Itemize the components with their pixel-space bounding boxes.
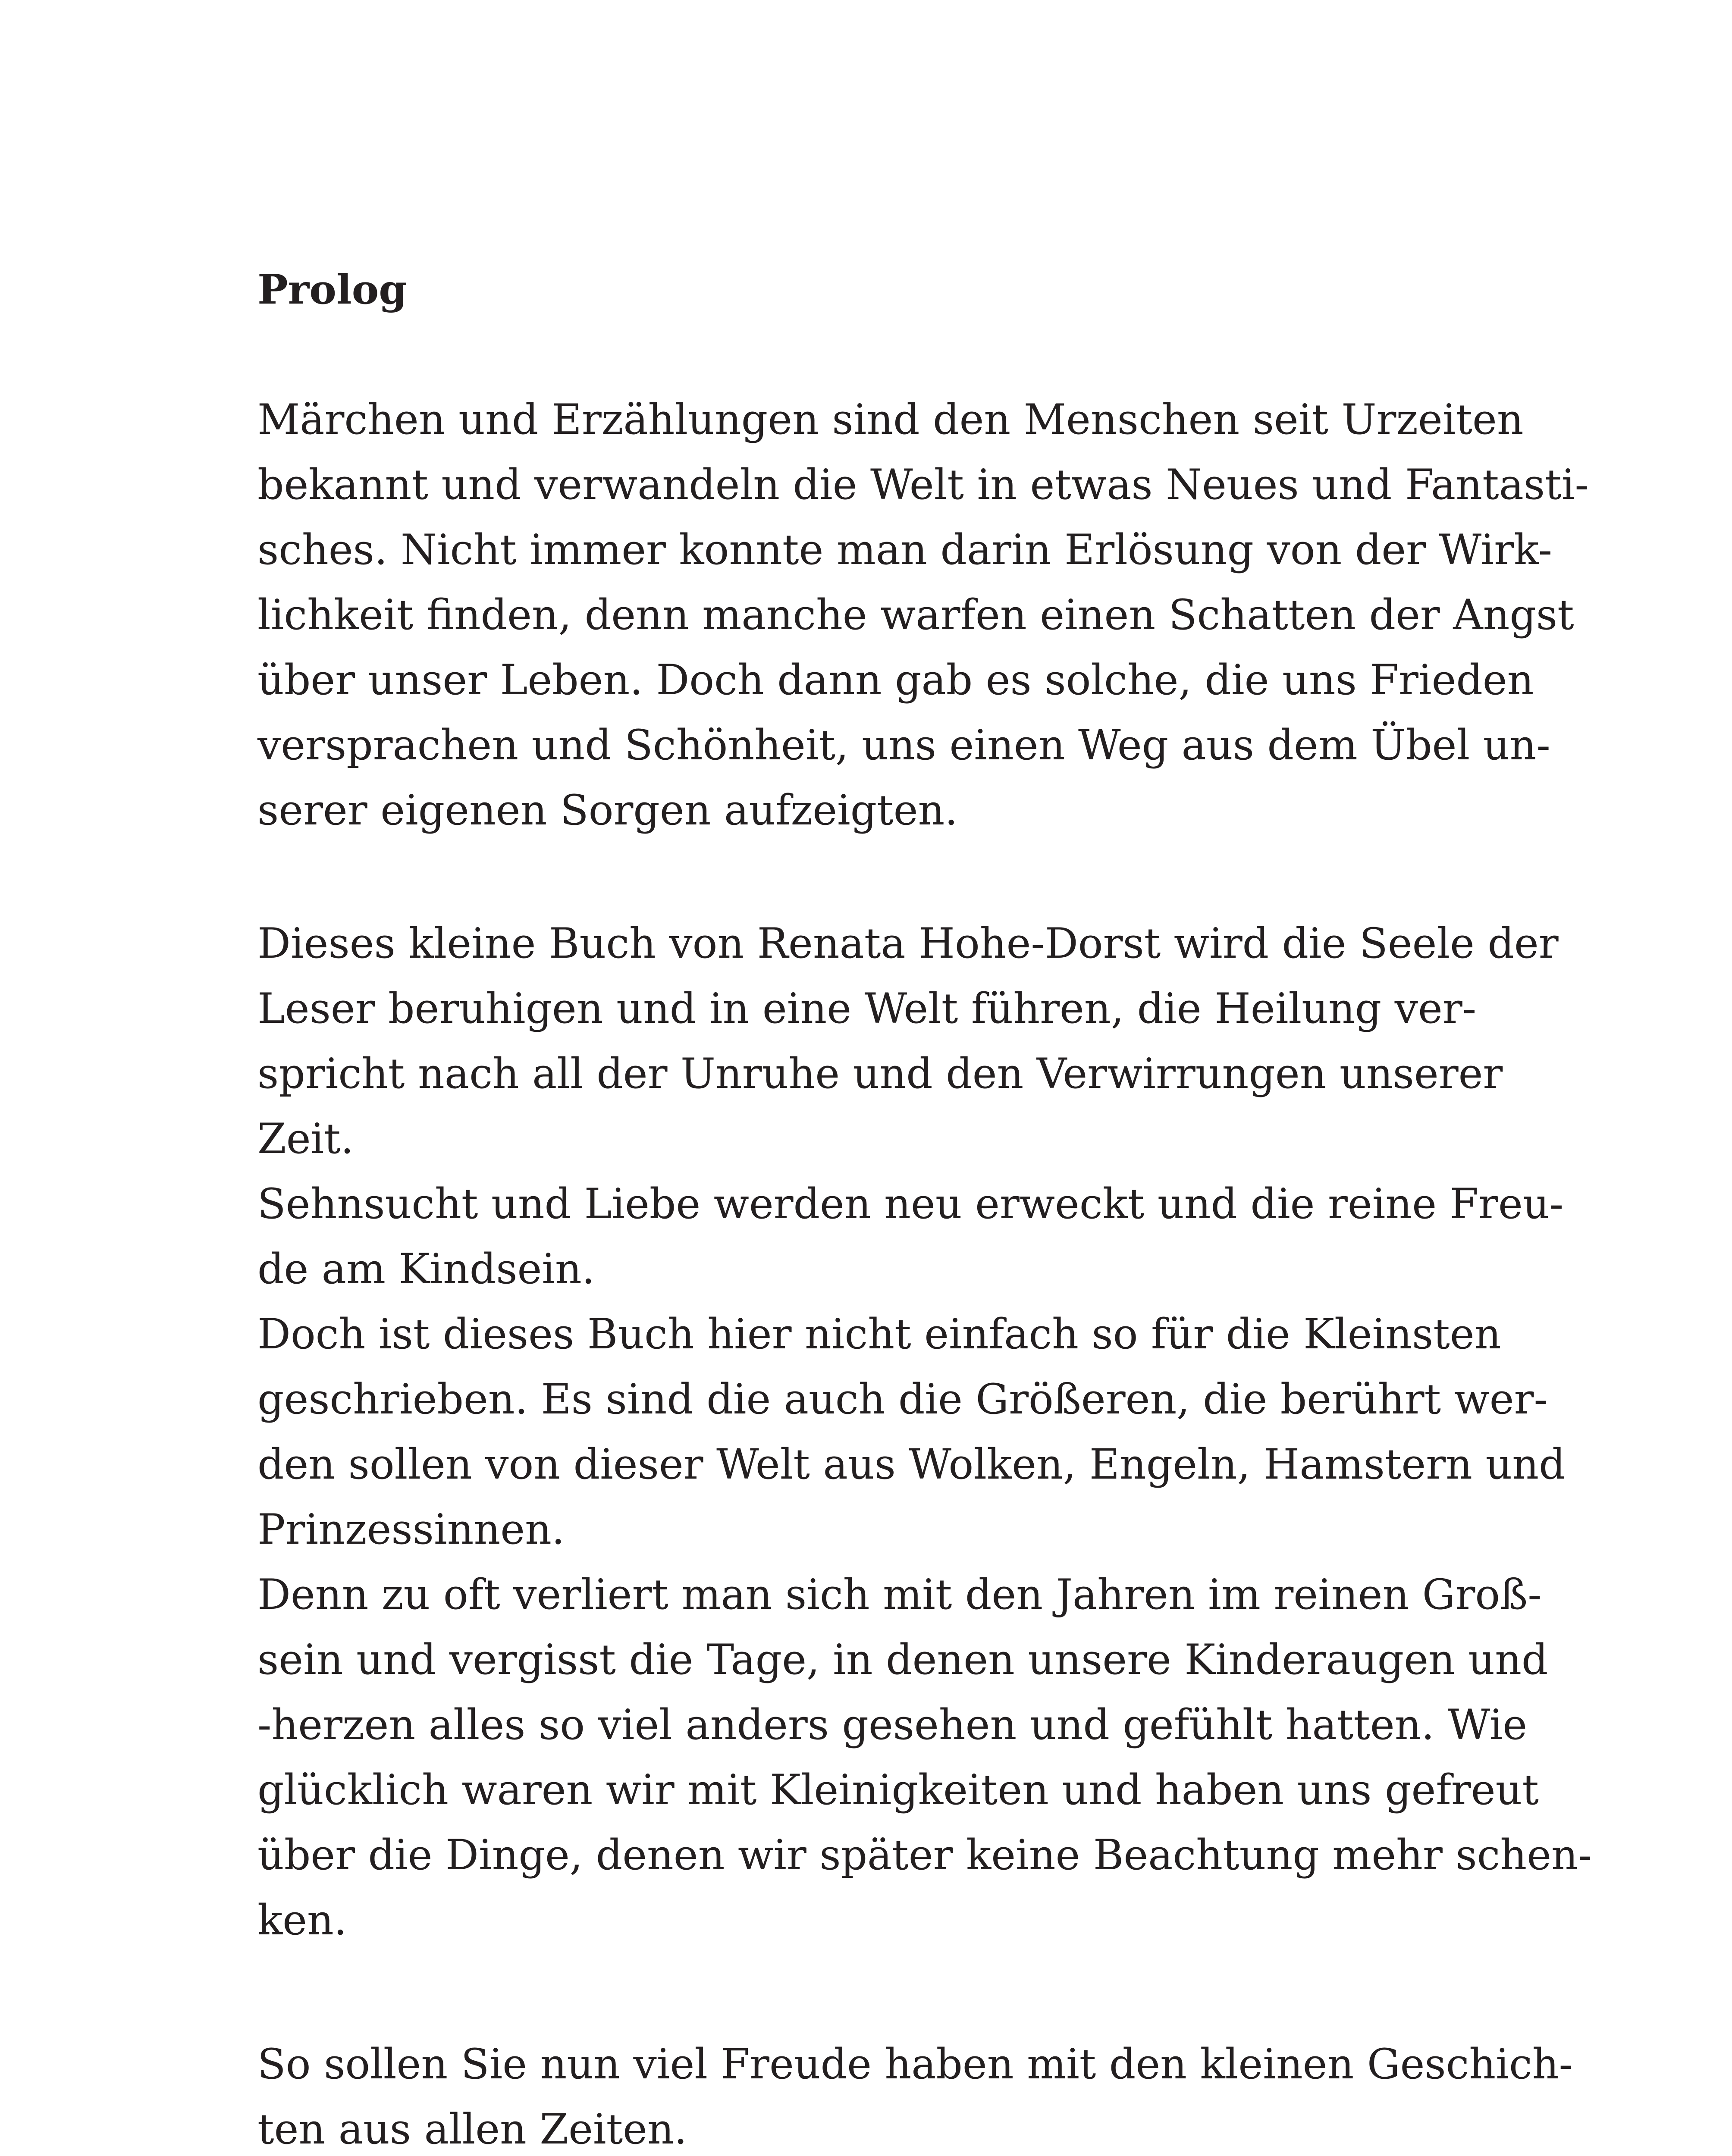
page-title: Prolog <box>257 266 408 313</box>
text-line: Doch ist dieses Buch hier nicht einfach so für die Kleinsten <box>257 1310 1501 1358</box>
text-line: Leser beruhigen und in eine Welt führen, die Heilung ver- <box>257 984 1477 1033</box>
paragraph-closing <box>257 2032 1573 2156</box>
text-line: lichkeit finden, denn manche warfen einen Schatten der Angst <box>257 591 1574 639</box>
paragraph-main <box>257 911 1592 1953</box>
text-line: de am Kindsein. <box>257 1245 595 1293</box>
text-line: glücklich waren wir mit Kleinigkeiten und haben uns gefreut <box>257 1766 1539 1814</box>
text-line: Zeit. <box>257 1115 354 1163</box>
text-line: geschrieben. Es sind die auch die Größeren, die berührt wer- <box>257 1375 1548 1423</box>
text-line: -herzen alles so viel anders gesehen und gefühlt hatten. Wie <box>257 1701 1528 1749</box>
paragraph-intro <box>257 387 1589 843</box>
text-line: serer eigenen Sorgen aufzeigten. <box>257 786 958 834</box>
text-line: über die Dinge, denen wir später keine Beachtung mehr schen- <box>257 1831 1592 1879</box>
text-line: ten aus allen Zeiten. <box>257 2105 687 2153</box>
text-line: versprachen und Schönheit, uns einen Weg aus dem Übel un- <box>257 721 1550 769</box>
text-line: So sollen Sie nun viel Freude haben mit den kleinen Geschich- <box>257 2040 1573 2088</box>
text-line: sein und vergisst die Tage, in denen unsere Kinderaugen und <box>257 1636 1548 1684</box>
text-line: Dieses kleine Buch von Renata Hohe-Dorst wird die Seele der <box>257 919 1559 968</box>
text-line: über unser Leben. Doch dann gab es solche, die uns Frieden <box>257 656 1534 704</box>
text-line: den sollen von dieser Welt aus Wolken, Engeln, Hamstern und <box>257 1440 1566 1489</box>
text-line: sches. Nicht immer konnte man darin Erlösung von der Wirk- <box>257 526 1553 574</box>
text-line: bekannt und verwandeln die Welt in etwas Neues und Fantasti- <box>257 461 1589 509</box>
text-line: ken. <box>257 1896 347 1944</box>
text-line: Denn zu oft verliert man sich mit den Jahren im reinen Groß- <box>257 1570 1542 1619</box>
text-line: spricht nach all der Unruhe und den Verwirrungen unserer <box>257 1050 1503 1098</box>
text-line: Märchen und Erzählungen sind den Menschen seit Urzeiten <box>257 395 1524 444</box>
text-line: Sehnsucht und Liebe werden neu erweckt und die reine Freu- <box>257 1180 1564 1228</box>
text-line: Prinzessinnen. <box>257 1505 565 1554</box>
